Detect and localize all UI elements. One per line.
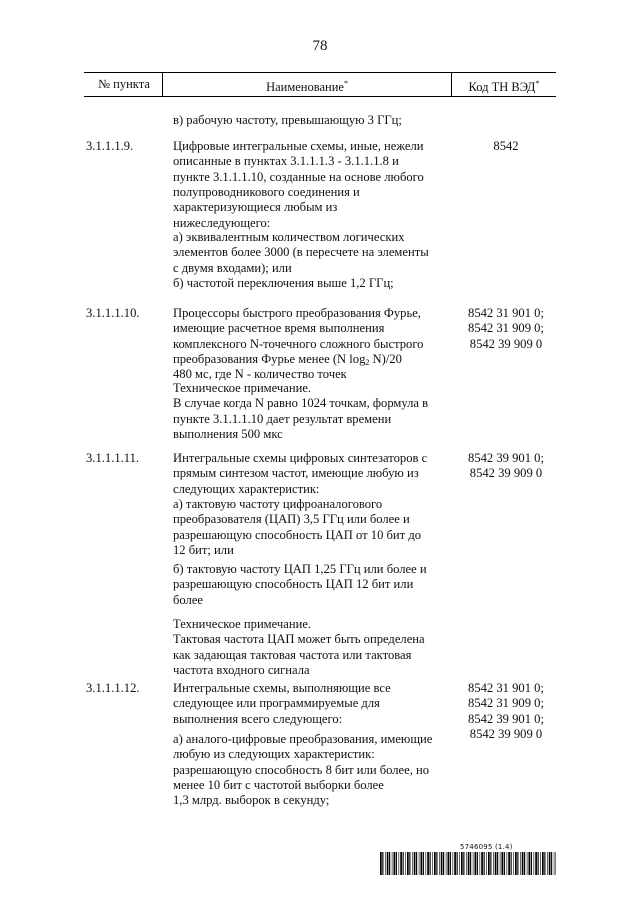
tn-ved-code: 8542 39 909 0 bbox=[469, 726, 543, 741]
item-text-line: следующее или программируемые для bbox=[173, 696, 380, 711]
item-text-line: более bbox=[173, 592, 204, 607]
item-text-line: элементов более 3000 (в пересчете на элементы bbox=[173, 245, 429, 260]
barcode-image bbox=[380, 852, 556, 875]
tn-ved-code: 8542 39 901 0; bbox=[468, 451, 544, 465]
item-text-line: пункте 3.1.1.1.10 дает результат времени bbox=[173, 411, 392, 426]
item-text-line: комплексного N-точечного сложного быстрого bbox=[173, 336, 424, 351]
item-text-line: а) эквивалентным количеством логических bbox=[173, 230, 405, 244]
item-text-line: любую из следующих характеристик: bbox=[173, 747, 375, 762]
header-code: Код ТН ВЭД* bbox=[468, 79, 540, 95]
item-text-line: б) частотой переключения выше 1,2 ГГц; bbox=[173, 276, 394, 290]
table-top-rule bbox=[84, 72, 556, 73]
item-text-line: менее 10 бит с частотой выборки более bbox=[173, 777, 384, 792]
item-text-line: с двумя входами); или bbox=[173, 260, 292, 275]
item-text-line: 1,3 млрд. выборок в секунду; bbox=[173, 793, 330, 808]
barcode-label: 5746095 (1.4) bbox=[460, 843, 513, 851]
item-text-line: Процессоры быстрого преобразования Фурье, bbox=[173, 306, 421, 320]
item-text-line: полупроводникового соединения и bbox=[173, 184, 360, 199]
tn-ved-code: 8542 31 909 0; bbox=[468, 321, 544, 336]
item-text-line: разрешающую способность ЦАП от 10 бит до bbox=[173, 527, 422, 542]
item-text-line: Интегральные схемы цифровых синтезаторов с bbox=[173, 451, 428, 465]
tn-ved-code: 8542 bbox=[493, 139, 519, 153]
item-text-line: разрешающую способность ЦАП 12 бит или bbox=[173, 577, 414, 592]
item-text-line: б) тактовую частоту ЦАП 1,25 ГГц или более и bbox=[173, 562, 427, 576]
page-number: 78 bbox=[312, 38, 328, 54]
item-text-line: 12 бит; или bbox=[173, 542, 234, 557]
item-number: 3.1.1.1.9. bbox=[86, 139, 134, 153]
item-text-line: прямым синтезом частот, имеющие любую из bbox=[173, 466, 419, 481]
item-text-line: преобразования Фурье менее (N $\log_2 N)/20$ bbox=[173, 351, 402, 367]
item-number: 3.1.1.1.11. bbox=[86, 451, 140, 465]
item-text-line: Техническое примечание. bbox=[173, 381, 312, 395]
item-text-line: нижеследующего: bbox=[173, 215, 271, 230]
tn-ved-code: 8542 39 909 0 bbox=[469, 466, 543, 481]
tn-ved-code: 8542 39 909 0 bbox=[469, 336, 543, 351]
tn-ved-code: 8542 31 909 0; bbox=[468, 696, 544, 711]
item-text-line: характеризующиеся любым из bbox=[173, 200, 338, 215]
item-text-line: Интегральные схемы, выполняющие все bbox=[173, 681, 391, 695]
item-text-line: в) рабочую частоту, превышающую 3 ГГц; bbox=[173, 113, 402, 127]
table-header-rule bbox=[84, 96, 556, 97]
item-text-line: имеющие расчетное время выполнения bbox=[173, 321, 385, 336]
item-text-line: разрешающую способность 8 бит или более, но bbox=[173, 762, 430, 777]
item-text-line: следующих характеристик: bbox=[173, 481, 320, 496]
header-name: Наименование* bbox=[266, 79, 348, 95]
footnote-mark: * bbox=[343, 79, 348, 88]
item-text-line: 480 мс, где N - количество точек bbox=[173, 367, 347, 382]
tn-ved-code: 8542 31 901 0; bbox=[468, 681, 544, 695]
tn-ved-code: 8542 39 901 0; bbox=[468, 711, 544, 726]
item-number: 3.1.1.1.12. bbox=[86, 681, 140, 695]
item-text-line: пункте 3.1.1.1.10, созданные на основе любого bbox=[173, 169, 424, 184]
item-number: 3.1.1.1.10. bbox=[86, 306, 140, 320]
item-text-line: Техническое примечание. bbox=[173, 617, 312, 631]
item-text-line: а) тактовую частоту цифроаналогового bbox=[173, 497, 383, 511]
item-text-line: как задающая тактовая частота или тактовая bbox=[173, 647, 412, 662]
item-text-line: В случае когда N равно 1024 точкам, формула в bbox=[173, 396, 429, 411]
tn-ved-code: 8542 31 901 0; bbox=[468, 306, 544, 320]
item-text-line: преобразователя (ЦАП) 3,5 ГГц или более и bbox=[173, 512, 410, 527]
item-text-line: Тактовая частота ЦАП может быть определена bbox=[173, 632, 425, 647]
item-text-line: описанные в пунктах 3.1.1.1.3 - 3.1.1.1.8 и bbox=[173, 154, 399, 169]
item-text-line: частота входного сигнала bbox=[173, 662, 310, 677]
footnote-mark: * bbox=[535, 79, 540, 88]
header-item-number: № пункта bbox=[98, 77, 150, 91]
item-text-line: Цифровые интегральные схемы, иные, нежели bbox=[173, 139, 424, 153]
item-text-line: а) аналого-цифровые преобразования, имеющие bbox=[173, 732, 433, 746]
item-text-line: выполнения 500 мкс bbox=[173, 426, 283, 441]
item-text-line: выполнения всего следующего: bbox=[173, 711, 343, 726]
